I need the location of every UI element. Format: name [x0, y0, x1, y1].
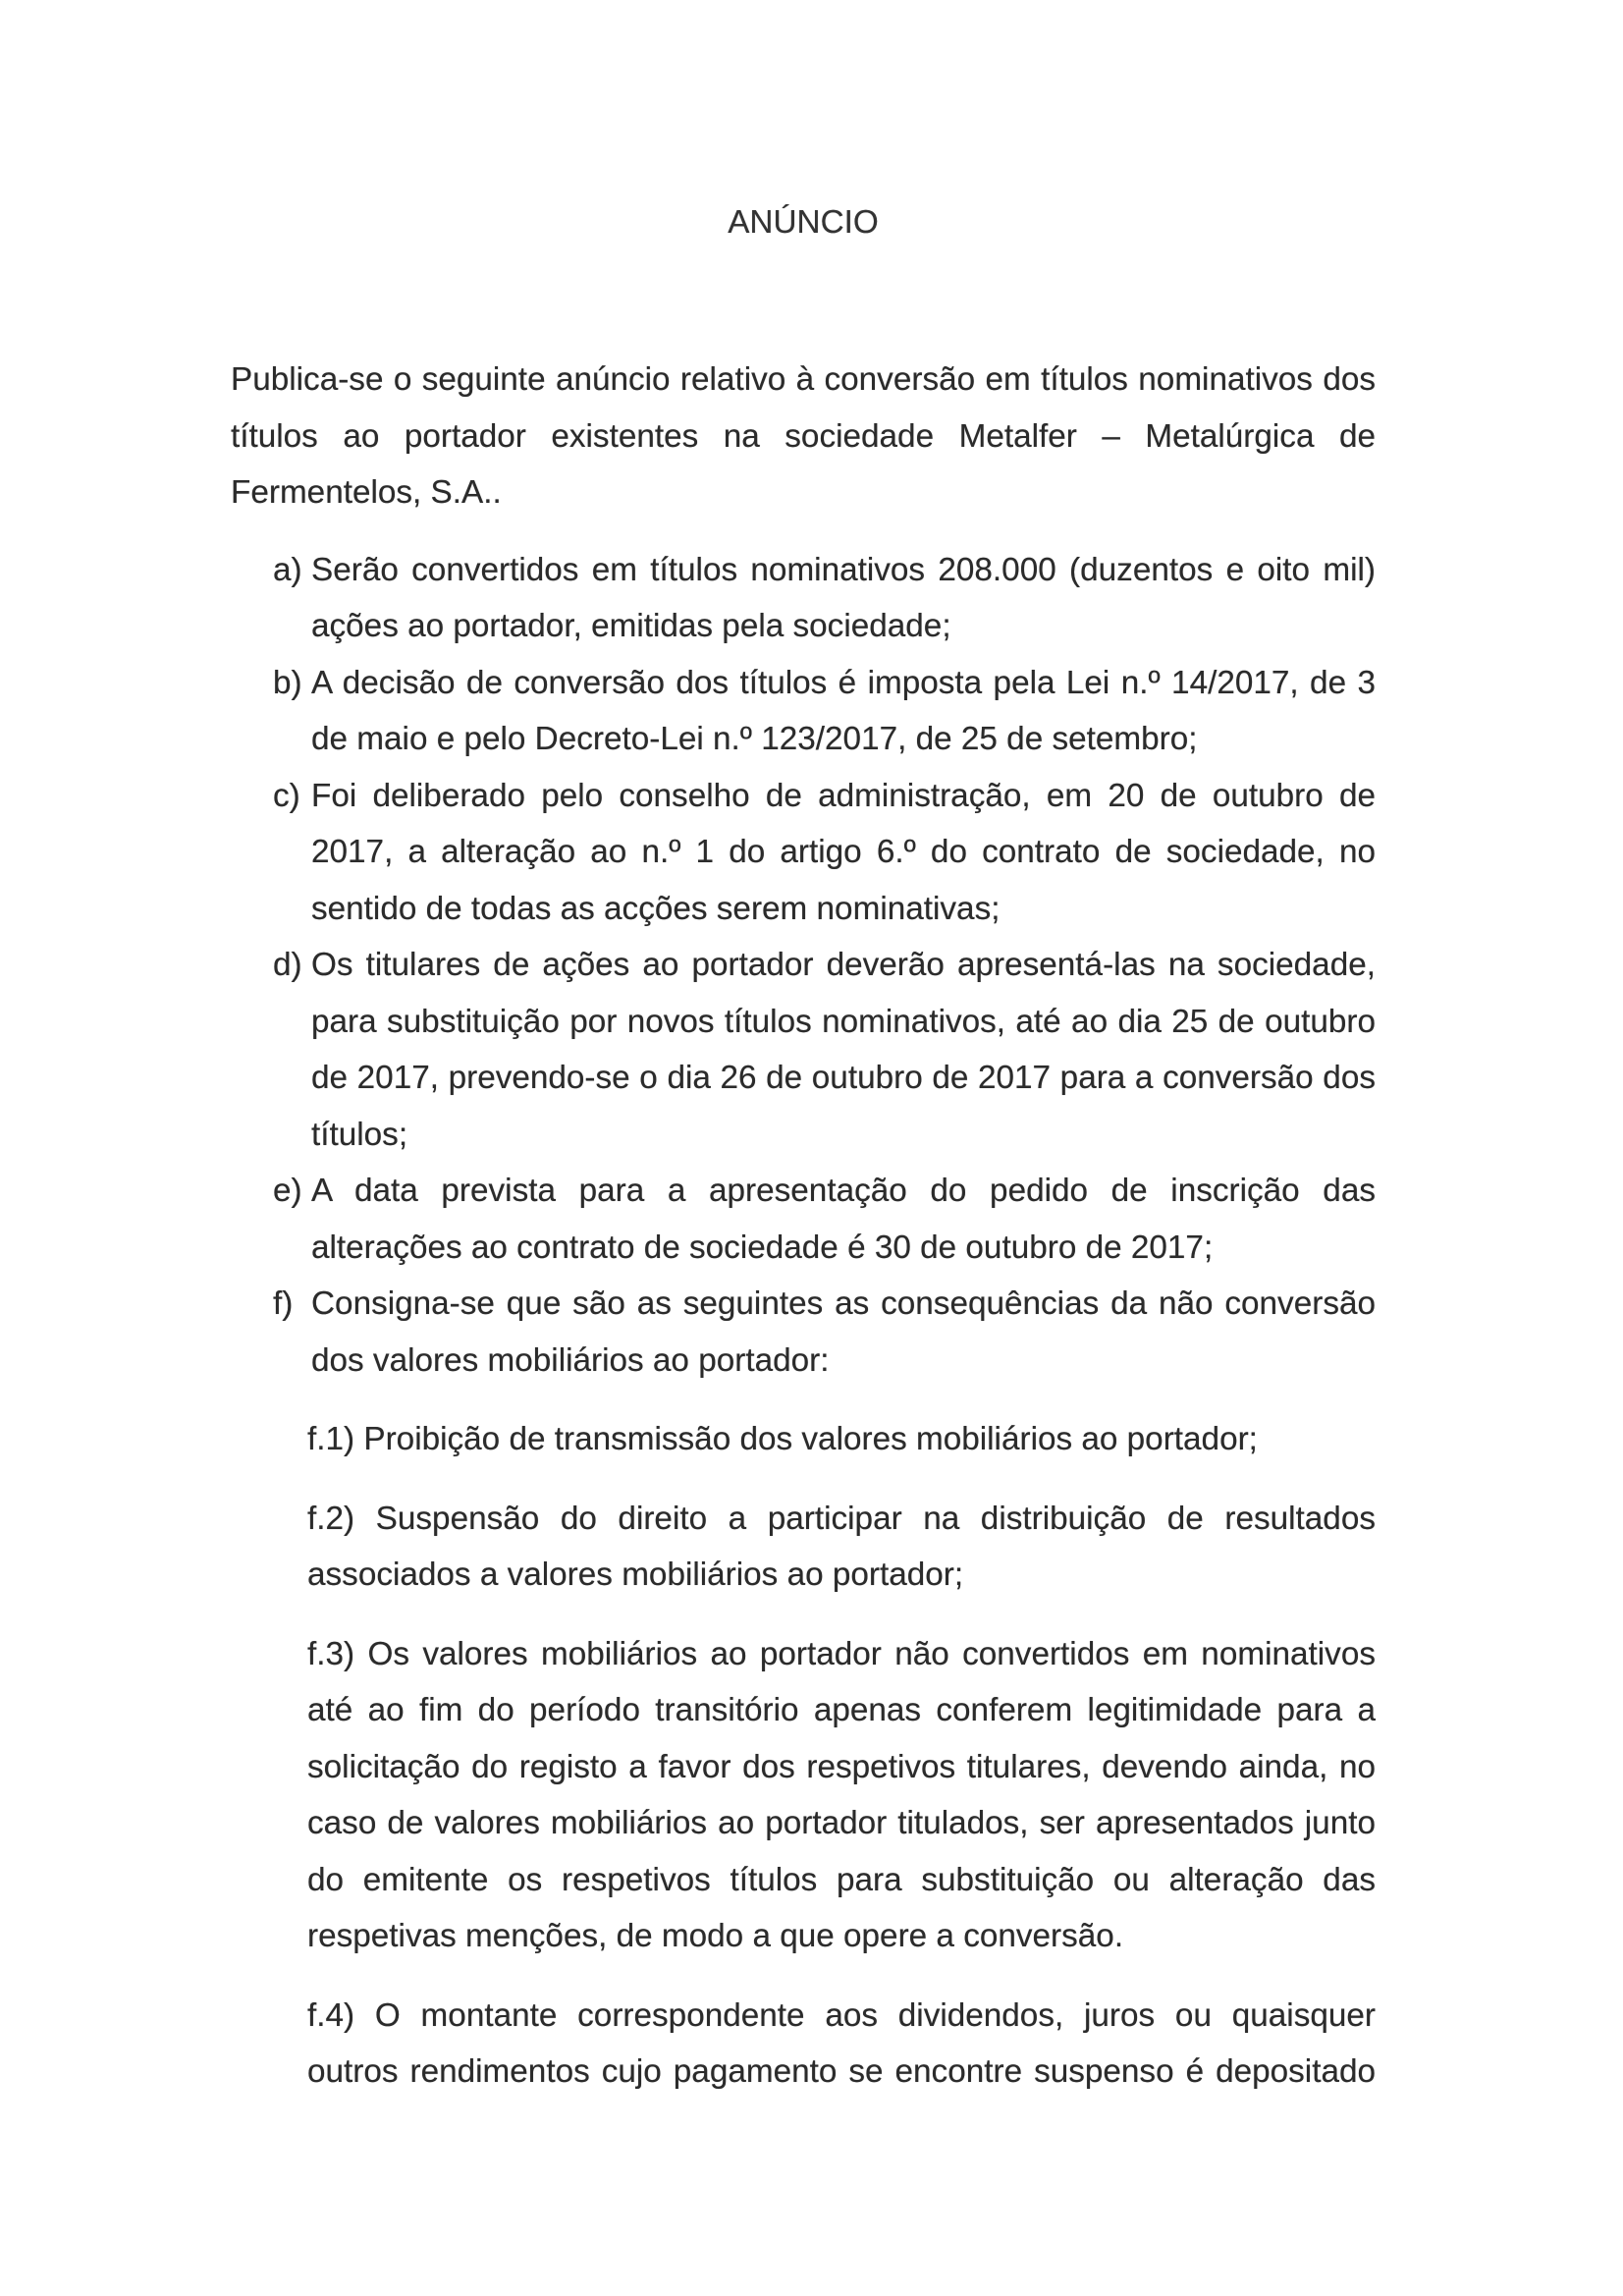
list-item-text: Os titulares de ações ao portador deverão apresentá-las na sociedade, para substituição por novos títulos nominativos, até ao dia 25 de outubro de 2017, prevendo-se o dia 26 de outubro de 2017 para a conversão dos títulos; [311, 947, 1376, 1153]
sub-list-item-label: f.1) [307, 1421, 355, 1458]
list-item [231, 1163, 1376, 1276]
list-item-label: e) [273, 1173, 302, 1210]
list-item-text: Consigna-se que são as seguintes as consequências da não conversão dos valores mobiliários ao portador: [311, 1285, 1376, 1379]
list-item-label: d) [273, 947, 302, 984]
list-item-text: Foi deliberado pelo conselho de administração, em 20 de outubro de 2017, a alteração ao n.º 1 do artigo 6.º do contrato de sociedade, no sentido de todas as acções serem nominativas; [311, 777, 1376, 927]
list-item [231, 542, 1376, 655]
list-item-label: b) [273, 664, 302, 701]
sub-list-item [307, 1491, 1376, 1604]
sub-list-item [307, 1626, 1376, 1965]
list-item-text: A decisão de conversão dos títulos é imposta pela Lei n.º 14/2017, de 3 de maio e pelo Decreto-Lei n.º 123/2017, de 25 de setembro; [311, 664, 1376, 758]
sub-item-list [231, 1411, 1376, 2101]
sub-list-item-text: Suspensão do direito a participar na distribuição de resultados associados a valores mobiliários ao portador; [307, 1500, 1376, 1594]
sub-list-item-label: f.2) [307, 1500, 355, 1537]
lettered-list [231, 542, 1376, 1390]
list-item-text: Serão convertidos em títulos nominativos 208.000 (duzentos e oito mil) ações ao portador, emitidas pela sociedade; [311, 551, 1376, 645]
list-item-text: A data prevista para a apresentação do pedido de inscrição das alterações ao contrato de sociedade é 30 de outubro de 2017; [311, 1173, 1376, 1266]
sub-list-item-label: f.3) [307, 1635, 355, 1672]
sub-list-item-text: O montante correspondente aos dividendos, juros ou quaisquer outros rendimentos cujo pagamento se encontre suspenso é depositado [307, 1996, 1376, 2091]
list-item [231, 655, 1376, 768]
document-content [231, 0, 1376, 2101]
sub-list-item-text: Os valores mobiliários ao portador não convertidos em nominativos até ao fim do período transitório apenas conferem legitimidade para a solicitação do registo a favor dos respetivos titulares, devendo ainda, no caso de valores mobiliários ao portador titulados, ser apresentados junto do emitente os respetivos títulos para substituição ou alteração das respetivas menções, de modo a que opere a conversão. [307, 1635, 1376, 1955]
sub-list-item-text: Proibição de transmissão dos valores mobiliários ao portador; [363, 1421, 1258, 1458]
sub-list-item-label: f.4) [307, 1996, 355, 2034]
sub-list-item [307, 1988, 1376, 2101]
sub-list-item [307, 1411, 1376, 1468]
list-item [231, 1276, 1376, 1389]
list-item [231, 937, 1376, 1163]
list-item [231, 768, 1376, 938]
list-item-label: f) [273, 1285, 294, 1323]
list-item-label: a) [273, 551, 302, 588]
intro-paragraph: Publica-se o seguinte anúncio relativo à conversão em títulos nominativos dos títulos ao portador existentes na sociedade Metalfer – Metalúrgica de Fermentelos, S.A.. [231, 361, 1376, 512]
document-title: ANÚNCIO [728, 204, 879, 241]
list-item-label: c) [273, 777, 300, 814]
